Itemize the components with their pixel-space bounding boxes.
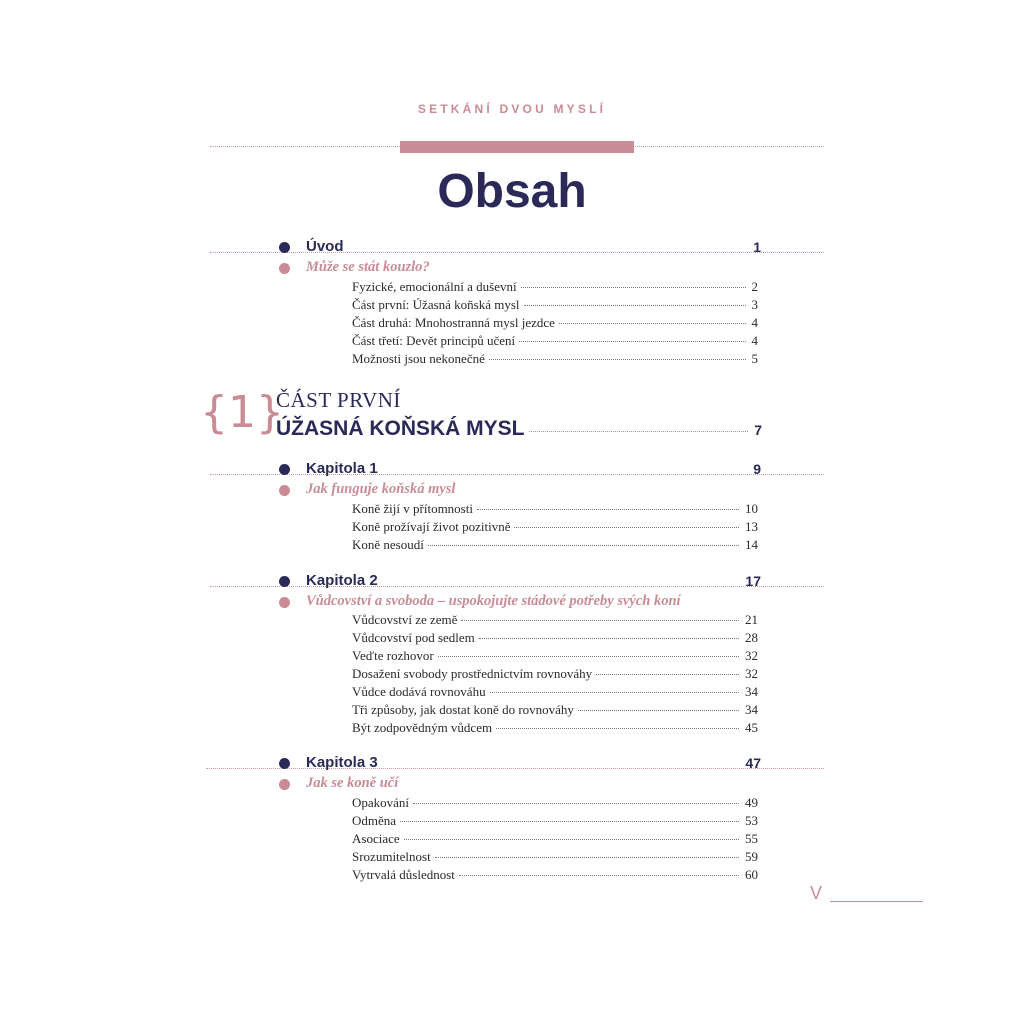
toc-entry-page: 59 [745,849,758,864]
toc-entry[interactable] [352,500,758,518]
title-accent-bar [400,141,634,153]
chapter-rule [210,586,824,587]
toc-entry[interactable] [352,812,758,830]
running-head: SETKÁNÍ DVOU MYSLÍ [417,102,607,116]
dot-leader [477,509,739,510]
toc-entry-label: Část třetí: Devět principů učení [352,333,516,348]
dot-leader [413,803,739,804]
dot-leader [490,692,739,693]
toc-entry-label: Část první: Úžasná koňská mysl [352,297,520,312]
toc-entry-page: 28 [745,630,758,645]
toc-entry-page: 5 [751,351,758,366]
intro-page: 1 [753,239,761,255]
toc-entry-label: Vůdce dodává rovnováhu [352,684,486,699]
toc-entry[interactable] [352,701,758,719]
toc-entry[interactable] [352,848,758,866]
toc-entry-label: Vůdcovství ze země [352,612,458,627]
toc-entry[interactable] [352,278,758,296]
toc-entry[interactable] [352,611,758,629]
toc-entry-label: Tři způsoby, jak dostat koně do rovnováhy [352,702,574,717]
chapter-page: 9 [753,461,761,477]
toc-entry-label: Odměna [352,813,397,828]
intro-rule [210,252,824,253]
dot-leader [496,728,739,729]
toc-entry-page: 13 [745,519,758,534]
page-number: V [810,883,823,903]
dot-leader [435,857,739,858]
dot-leader [529,431,749,432]
chapter-subtitle[interactable]: Jak funguje koňská mysl [306,481,456,497]
toc-entry[interactable] [352,518,758,536]
toc-entry-page: 4 [751,333,758,348]
toc-entry[interactable] [352,350,758,368]
toc-entry-label: Část druhá: Mnohostranná mysl jezdce [352,315,555,330]
intro-subtitle-bullet [279,263,290,274]
part-page: 7 [754,422,762,438]
toc-entry[interactable] [352,296,758,314]
toc-entry-page: 32 [745,648,758,663]
dot-leader [400,821,739,822]
toc-entry-label: Veďte rozhovor [352,648,434,663]
toc-entry[interactable] [352,794,758,812]
toc-entry[interactable] [352,629,758,647]
toc-entry-label: Vytrvalá důslednost [352,867,455,882]
toc-entry-page: 21 [745,612,758,627]
toc-entry-page: 14 [745,537,758,552]
toc-entry-page: 55 [745,831,758,846]
toc-entry[interactable] [352,683,758,701]
dot-leader [596,674,739,675]
toc-entry[interactable] [352,665,758,683]
toc-entry-page: 32 [745,666,758,681]
chapter-subtitle-bullet [279,597,290,608]
toc-entry-label: Být zodpovědným vůdcem [352,720,493,735]
chapter-rule [210,474,824,475]
dot-leader [461,620,739,621]
dot-leader [521,287,746,288]
intro-bullet [279,242,290,253]
chapter-page: 47 [745,755,761,771]
chapter-title[interactable]: Kapitola 3 [306,754,378,771]
dot-leader [489,359,746,360]
part-number: {1} [200,387,284,438]
toc-entry-page: 34 [745,684,758,699]
chapter-bullet [279,576,290,587]
intro-subtitle[interactable]: Může se stát kouzlo? [306,259,430,275]
toc-entry-label: Koně prožívají život pozitivně [352,519,511,534]
chapter-subtitle-bullet [279,779,290,790]
toc-entry-label: Vůdcovství pod sedlem [352,630,475,645]
toc-entry-label: Koně žijí v přítomnosti [352,501,473,516]
toc-entry-page: 60 [745,867,758,882]
dot-leader [438,656,739,657]
toc-entry[interactable] [352,719,758,737]
chapter-bullet [279,464,290,475]
dot-leader [428,545,739,546]
toc-entry-page: 34 [745,702,758,717]
toc-entry-label: Dosažení svobody prostřednictvím rovnováhy [352,666,593,681]
chapter-title[interactable]: Kapitola 2 [306,572,378,589]
dot-leader [519,341,745,342]
toc-entry-page: 49 [745,795,758,810]
toc-entry[interactable] [352,332,758,350]
toc-entry-label: Srozumitelnost [352,849,431,864]
chapter-subtitle[interactable]: Vůdcovství a svoboda – uspokojujte stádové potřeby svých koní [306,593,681,609]
chapter-title[interactable]: Kapitola 1 [306,460,378,477]
chapter-subtitle[interactable]: Jak se koně učí [306,775,399,791]
toc-entry-page: 45 [745,720,758,735]
chapter-rule [206,768,824,769]
toc-entry-page: 3 [751,297,758,312]
toc-entry[interactable] [352,536,758,554]
toc-entry[interactable] [352,866,758,884]
dot-leader [514,527,739,528]
toc-entry-page: 10 [745,501,758,516]
toc-entry[interactable] [352,830,758,848]
part-title: ÚŽASNÁ KOŇSKÁ MYSL [276,417,525,440]
part-label: ČÁST PRVNÍ [276,388,401,412]
chapter-subtitle-bullet [279,485,290,496]
toc-entry-page: 4 [751,315,758,330]
toc-entry-label: Koně nesoudí [352,537,424,552]
part-title-row[interactable] [276,417,762,441]
toc-entry-label: Možnosti jsou nekonečné [352,351,485,366]
dot-leader [404,839,739,840]
toc-entry[interactable] [352,647,758,665]
chapter-page: 17 [745,573,761,589]
dot-leader [578,710,739,711]
dot-leader [479,638,739,639]
toc-entry-page: 2 [751,279,758,294]
folio-rule [830,901,923,902]
dot-leader [459,875,739,876]
toc-entry-label: Asociace [352,831,400,846]
page-title: Obsah [437,165,587,218]
intro-title[interactable]: Úvod [306,238,344,255]
toc-entry[interactable] [352,314,758,332]
toc-entry-label: Opakování [352,795,410,810]
dot-leader [559,323,746,324]
chapter-bullet [279,758,290,769]
dot-leader [524,305,746,306]
toc-entry-label: Fyzické, emocionální a duševní [352,279,517,294]
toc-entry-page: 53 [745,813,758,828]
